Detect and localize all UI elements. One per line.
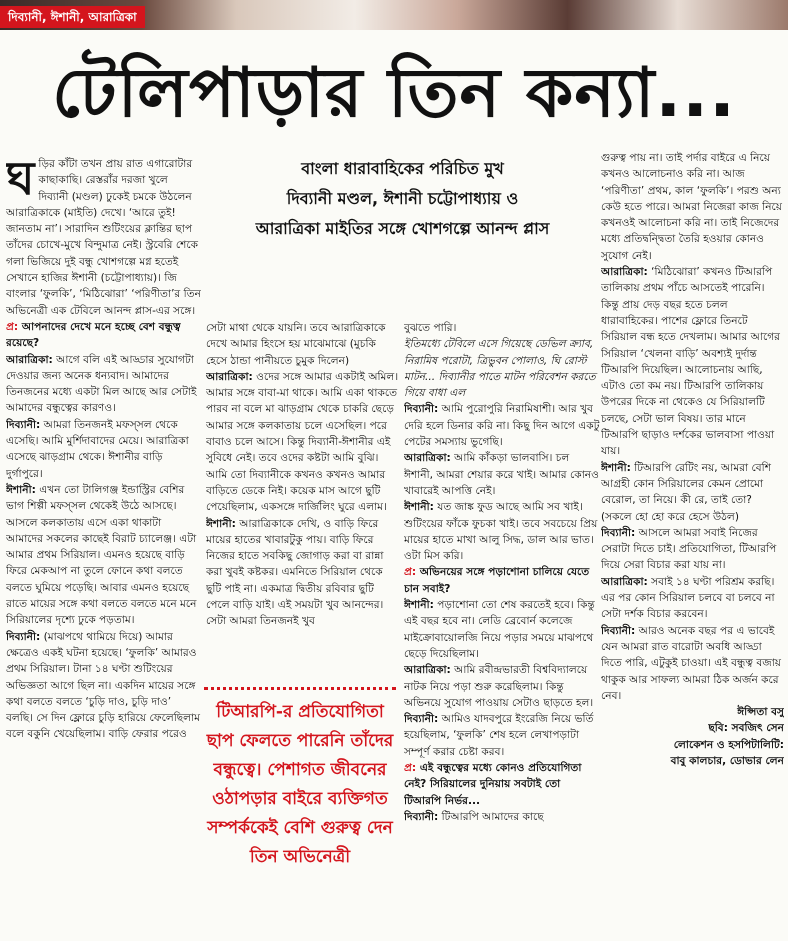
column-2 <box>206 320 400 650</box>
photo-credit: ছবি: সবজিৎ সেন <box>708 722 784 735</box>
opening-paragraph: ঘড়ির কাঁটা তখন প্রায় রাত এগারোটার কাছাকাছি। রেস্তরাঁর দরজা খুলে দিব্যানী (মণ্ডল) ঢুকেই চমকে উঠলেন আরাত্রিকাকে (মাইতি) দেখে। ‘আরে তুই! জানতাম না’। সারাদিন শুটিংয়ের ক্লান্তির ছাপ তাঁদের চোখে-মুখে বিন্দুমাত্র নেই। স্ট্রবেরি শেকে গলা ভিজিয়ে দুই বন্ধু খোশগল্পে মগ্ন হতেই সেখানে হাজির ঈশানী (চট্টোপাধ্যায়)। জি বাংলার ‘ফুলকি’, ‘মিঠিঝোরা’ ‘পরিণীতা’র তিন অভিনেত্রী এক টেবিলে আনন্দ প্লাস-এর সঙ্গে। <box>6 156 201 317</box>
question: প্র: আপনাদের দেখে মনে হচ্ছে বেশ বন্ধুত্ব রয়েছে? <box>6 320 181 350</box>
intro-deck <box>205 148 600 312</box>
question: প্র: এই বন্ধুত্বের মধ্যে কোনও প্রতিযোগিতা নেই? সিরিয়ালের দুনিয়ায় সবটাই তো টিআরপি নির্ভর... <box>404 762 582 807</box>
pull-quote: টিআরপি-র প্রতিযোগিতা ছাপ ফেলতে পারেনি তাঁদের বন্ধুত্বে। পেশাগত জীবনের ওঠাপড়ার বাইরে ব্যক্তিগত সম্পর্ককেই বেশি গুরুত্ব দেন তিন অভিনেত্রী <box>204 687 396 937</box>
body-text: সেটা মাথা থেকে যায়নি। তবে আরাত্রিকাকে দেখে আমার হিংসে হয় মাঝেমাঝে (মুচকি হেসে ঠান্ডা পানীয়তে চুমুক দিলেন) <box>206 322 386 367</box>
column-4 <box>601 150 784 938</box>
answer: আরাত্রিকা: আগে বলি এই আড্ডার সুযোগটা দেওয়ার জন্য অনেক ধন্যবাদ। আমাদের তিনজনের মধ্যে একটা মিল আছে আর সেটাই আমাদের বন্ধুত্বের কারণও। <box>6 353 197 415</box>
answer: ঈশানী: আরাত্রিকাকে দেখি, ও বাড়ি ফিরে মায়ের হাতের খাবারটুকু পায়। বাড়ি ফিরে নিজের হাতে সবকিছু জোগাড় করা বা রান্না করা খুবই কষ্টকর। এমনিতে সিরিয়াল থেকে ছুটি পাই না। একমাত্র দ্বিতীয় রবিবার ছুটি পেলে বাড়ি যাই। এই সময়টা খুব আনন্দের। সেটা আমরা তিনজনই খুব <box>206 517 384 628</box>
answer: দিব্যানী: (মাঝপথে থামিয়ে দিয়ে) আমার ক্ষেত্রেও একই ঘটনা হয়েছে। ‘ফুলকি’ আমারও প্রথম সিরিয়াল। টানা ১৪ ঘণ্টা শুটিংয়ের অভিজ্ঞতা আগে ছিল না। একদিন মায়ের সঙ্গে কথা বলতে বলতে ‘চুড়ি দাও, চুড়ি দাও’ বলছি। সে দিন ফ্লোরে চুড়ি হারিয়ে ফেলেছিলাম বলে বকুনি খেয়েছিলাম। বাড়ি ফেরার পরেও <box>6 630 201 741</box>
answer: আরাত্রিকা: সবাই ১৪ ঘণ্টা পরিশ্রম করছি। এর পর কোন সিরিয়াল চলবে বা চলবে না সেটা দর্শক বিচার করবেন। <box>601 575 775 621</box>
answer: আরাত্রিকা: আমি কাঁকড়া ভালবাসি। চল ঈশানী, আমরা শেয়ার করে খাই। আমার কোনও খাবারেই আপত্তি নেই। <box>404 452 599 497</box>
headline: টেলিপাড়ার তিন কন্যা... <box>52 54 736 133</box>
intro-line-2: দিব্যানী মণ্ডল, ঈশানী চট্টোপাধ্যায় ও <box>286 189 519 208</box>
answer: দিব্যানী: আমরা তিনজনই মফস্সল থেকে এসেছি। আমি মুর্শিদাবাদের মেয়ে। আরাত্রিকা এসেছে ঝাড়গ্রাম থেকে। ঈশানীর বাড়ি দুর্গাপুরে। <box>6 418 189 480</box>
answer: আরাত্রিকা: আমি রবীন্দ্রভারতী বিশ্ববিদ্যালয়ে নাটক নিয়ে পড়া শুরু করেছিলাম। কিন্তু অভিনয়ে সুযোগ পাওয়ায় সেটাও ছাড়তে হল। <box>404 664 594 709</box>
column-1 <box>6 156 201 938</box>
drop-cap: ঘ <box>6 156 35 205</box>
intro-line-3: আরাত্রিকা মাইতির সঙ্গে খোশগল্পে আনন্দ প্লাস <box>255 219 550 238</box>
location-credit-name: বাবু কালচার, ডোভার লেন <box>670 754 784 767</box>
body-text: বুঝতে পারি। <box>404 322 457 334</box>
answer: আরাত্রিকা: ‘মিঠিঝোরা’ কখনও টিআরপি তালিকায় প্রথম পাঁচে আসতেই পারেনি। কিন্তু প্রায় দেড় বছর হতে চলল ধারাবাহিকের। পাশের ফ্লোরে তিনটে সিরিয়াল বন্ধ হতে দেখলাম। আমার আগের সিরিয়াল ‘খেলনা বাড়ি’ অবশ্যই দুর্দান্ত টিআরপি দিয়েছিল। আলোচনায় আছি, এটাও তো কম নয়। টিআরপি তালিকায় উপরের দিকে না থেকেও যে সিরিয়ালটি চলছে, সেটা ভাল বিষয়। তার মানে টিআরপি ছাড়াও দর্শকের ভালবাসা পাওয়া যায়। <box>601 266 780 458</box>
answer: ঈশানী: পড়াশোনা তো শেষ করতেই হবে। কিন্তু এই বছর হবে না। লেডি ব্রেবোর্ন কলেজে মাইক্রোবায়োলজি নিয়ে পড়ার সময়ে মাঝপথে ছেড়ে দিয়েছিলাম। <box>404 599 595 660</box>
answer: ঈশানী: এখন তো টালিগঞ্জ ইন্ডাস্ট্রির বেশির ভাগ শিল্পী মফস্সল থেকেই উঠে আসছে। আসলে কলকাতায় এসে একা থাকাটা আমাদের সকলের কাছেই বিরাট চ্যালেঞ্জ। এটা আমার প্রথম সিরিয়াল। এমনও হয়েছে বাড়ি ফিরে মেকআপ না তুলে ফোনে কথা বলতে বলতে ঘুমিয়ে পড়েছি। আবার এমনও হয়েছে রাতে মায়ের সঙ্গে কথা বলতে বলতে মনে মনে সিরিয়ালের দৃশ্যে ঢুকে পড়তাম। <box>6 483 197 627</box>
answer: দিব্যানী: আসলে আমরা সবাই নিজের সেরাটা দিতে চাই। প্রতিযোগিতা, টিআরপি দিয়ে সেরা বিচার করা যায় না। <box>601 526 777 572</box>
answer: ঈশানী: টিআরপি রেটিং নয়, আমরা বেশি আগ্রহী কোন সিরিয়ালের কেমন প্রোমো বেরোল, তা নিয়ে। কী রে, তাই তো? (সকলে হো হো করে হেসে উঠল) <box>601 461 771 523</box>
answer: দিব্যানী: আরও অনেক বছর পর এ ভাবেই যেন আমরা রাত বারোটা অবধি আড্ডা দিতে পারি, এটুকুই চাওয়া। এই বন্ধুত্ব বজায় থাকুক আর সাফল্য আমরা ঠিক অর্জন করে নেব। <box>601 624 782 702</box>
column-3 <box>404 320 600 938</box>
names-tag: দিব্যানী, ঈশানী, আরাত্রিকা <box>0 6 145 28</box>
answer: আরাত্রিকা: ওদের সঙ্গে আমার একটাই অমিল। আমার সঙ্গে বাবা-মা থাকে। আমি একা থাকতে পারব না বলে মা ঝাড়গ্রাম থেকে চাকরি ছেড়ে আমার সঙ্গে কলকাতায় চলে এসেছিল। পরে বাবাও চলে আসে। কিন্তু দিব্যানী-ঈশানীর এই সুবিধে নেই। তবে ওদের কষ্টটা আমি বুঝি। আমি তো দিব্যানীকে কখনও কখনও আমার বাড়িতে ডেকে নিই। কয়েক মাস আগে ছুটি পেয়েছিলাম, একসঙ্গে দার্জিলিং ঘুরে এলাম। <box>206 370 399 514</box>
italic-aside: ইতিমধ্যে টেবিলে এসে গিয়েছে ডেভিল ক্র্যাব, নিরামিষ পরোটা, ত্রিভুবন পোলাও, ঘি রোস্ট মাটন... দিব্যানীর পাতে মাটন পরিবেশন করতে গিয়ে বাধা এল <box>404 338 596 400</box>
author-signature: ঈপ্সিতা বসু <box>737 706 784 719</box>
answer: দিব্যানী: আমিও যাদবপুরে ইংরেজি নিয়ে ভর্তি হয়েছিলাম, ‘ফুলকি’ শেষ হলে লেখাপড়াটা সম্পূর্ণ করার চেষ্টা করব। <box>404 713 594 758</box>
answer: ঈশানী: যত জাঙ্ক ফুড আছে আমি সব খাই। শুটিংয়ের ফাঁকে ফুচকা খাই। তবে সবচেয়ে প্রিয় মায়ের হাতে মাখা আলু সিদ্ধ, ডাল আর ভাত। ওটা মিস করি। <box>404 501 598 563</box>
question: প্র: অভিনয়ের সঙ্গে পড়াশোনা চালিয়ে যেতে চান সবাই? <box>404 566 590 595</box>
body-text: গুরুত্ব পায় না। তাই পর্দার বাইরে এ নিয়ে কখনও আলোচনাও করি না। আজ ‘পরিণীতা’ প্রথম, কাল ‘ফুলকি’। পরশু অন্য কেউ হতে পারে। আমরা নিজেরা কাজ নিয়ে কখনওই আলোচনা করি না। তাই নিজেদের মধ্যে প্রতিদ্বন্দ্বিতা তৈরি হওয়ার কোনও সুযোগ নেই। <box>601 152 783 262</box>
intro-line-1: বাংলা ধারাবাহিকের পরিচিত মুখ <box>301 159 504 178</box>
answer: দিব্যানী: টিআরপি আমাদের কাছে <box>404 810 544 823</box>
answer: দিব্যানী: আমি পুরোপুরি নিরামিষাশী। আর খুব দেরি হলে ডিনার করি না। কিছু দিন আগে একটু পেটের সমস্যায় ভুগেছি। <box>404 403 600 449</box>
location-credit-label: লোকেশন ও হসপিটালিটি: <box>673 738 784 751</box>
